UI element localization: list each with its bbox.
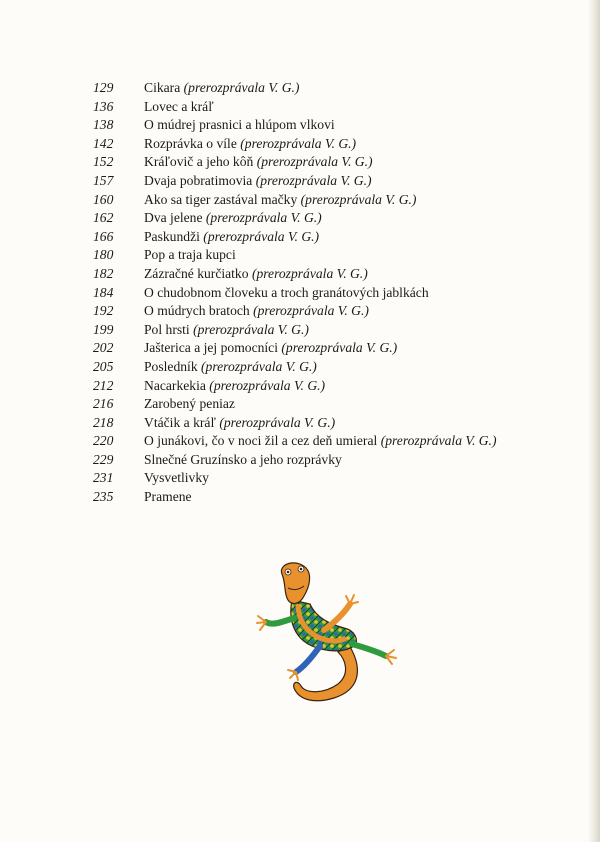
- toc-entry: [144, 339, 563, 358]
- toc-page-number: 205: [93, 358, 114, 374]
- toc-row: [93, 339, 563, 358]
- page-edge: [588, 0, 600, 842]
- toc-page-number: 231: [93, 470, 114, 486]
- toc-credit: (prerozprávala V. G.): [219, 414, 336, 430]
- toc-row: [93, 377, 563, 396]
- toc-page-number: 184: [93, 284, 114, 300]
- toc-title: Slnečné Gruzínsko a jeho rozprávky: [144, 451, 342, 467]
- toc-title: Paskundži: [144, 228, 200, 244]
- toc-title: Zázračné kurčiatko: [144, 265, 249, 281]
- toc-title: O múdrej prasnici a hlúpom vlkovi: [144, 117, 335, 133]
- toc-credit: (prerozprávala V. G.): [251, 265, 368, 281]
- toc-row: [93, 172, 563, 191]
- toc-title: Posledník: [144, 358, 198, 374]
- toc-entry: [144, 284, 563, 303]
- toc-title: O chudobnom človeku a troch granátových jablkách: [144, 284, 429, 300]
- toc-credit: (prerozprávala V. G.): [240, 135, 357, 151]
- toc-row: [93, 79, 563, 98]
- toc-credit: (prerozprávala V. G.): [203, 228, 320, 244]
- toc-row: [93, 116, 563, 135]
- toc-row: [93, 414, 563, 433]
- toc-entry: [144, 469, 563, 488]
- toc-entry: [144, 358, 563, 377]
- lizard-illustration-icon: [254, 560, 404, 720]
- toc-entry: [144, 321, 563, 340]
- toc-page-number: 152: [93, 154, 114, 170]
- toc-row: [93, 488, 563, 507]
- toc-credit: (prerozprávala V. G.): [281, 340, 398, 356]
- toc-page-number: 157: [93, 172, 114, 188]
- toc-entry: [144, 302, 563, 321]
- toc-row: [93, 451, 563, 470]
- toc-title: Rozprávka o víle: [144, 135, 237, 151]
- toc-credit: (prerozprávala V. G.): [255, 172, 372, 188]
- toc-entry: [144, 451, 563, 470]
- toc-row: [93, 135, 563, 154]
- toc-credit: (prerozprávala V. G.): [205, 210, 322, 226]
- toc-entry: [144, 172, 563, 191]
- toc-page-number: 235: [93, 489, 114, 505]
- toc-title: Dva jelene: [144, 210, 203, 226]
- toc-row: [93, 191, 563, 210]
- toc-row: [93, 321, 563, 340]
- toc-entry: [144, 395, 563, 414]
- toc-page-number: 218: [93, 414, 114, 430]
- toc-entry: [144, 228, 563, 247]
- toc-page-number: 199: [93, 321, 114, 337]
- toc-credit: (prerozprávala V. G.): [193, 321, 309, 337]
- toc-row: [93, 153, 563, 172]
- toc-credit: (prerozprávala V. G.): [201, 358, 317, 374]
- toc-row: [93, 209, 563, 228]
- toc-page-number: 216: [93, 396, 114, 412]
- toc-row: [93, 302, 563, 321]
- toc-row: [93, 284, 563, 303]
- toc-title: O múdrych bratoch: [144, 303, 250, 319]
- toc-page-number: 138: [93, 117, 114, 133]
- toc-entry: [144, 98, 563, 117]
- toc-entry: [144, 79, 563, 98]
- table-of-contents: [93, 79, 563, 507]
- toc-credit: (prerozprávala V. G.): [380, 433, 497, 449]
- toc-row: [93, 358, 563, 377]
- toc-page-number: 160: [93, 191, 114, 207]
- toc-title: Lovec a kráľ: [144, 98, 214, 114]
- toc-title: Pol hrsti: [144, 321, 190, 337]
- toc-title: Vysvetlivky: [144, 470, 209, 486]
- toc-entry: [144, 432, 563, 451]
- toc-credit: (prerozprávala V. G.): [300, 191, 417, 207]
- toc-title: O junákovi, čo v noci žil a cez deň umieral: [144, 433, 378, 449]
- toc-title: Zarobený peniaz: [144, 396, 235, 412]
- toc-page-number: 129: [93, 80, 114, 95]
- toc-page-number: 180: [93, 247, 114, 263]
- toc-title: Dvaja pobratimovia: [144, 172, 253, 188]
- toc-entry: [144, 246, 563, 265]
- toc-title: Ako sa tiger zastával mačky: [144, 191, 298, 207]
- toc-title: Nacarkekia: [144, 377, 206, 393]
- toc-page-number: 142: [93, 135, 114, 151]
- toc-title: Cikara: [144, 80, 181, 95]
- toc-page-number: 212: [93, 377, 114, 393]
- toc-title: Kráľovič a jeho kôň: [144, 154, 254, 170]
- toc-page-number: 229: [93, 451, 114, 467]
- toc-title: Pramene: [144, 489, 192, 505]
- toc-page-number: 192: [93, 303, 114, 319]
- toc-title: Vtáčik a kráľ: [144, 414, 216, 430]
- toc-page-number: 182: [93, 265, 114, 281]
- toc-entry: [144, 414, 563, 433]
- toc-page-number: 202: [93, 340, 114, 356]
- toc-entry: [144, 209, 563, 228]
- toc-row: [93, 432, 563, 451]
- toc-row: [93, 98, 563, 117]
- toc-page-number: 162: [93, 210, 114, 226]
- toc-credit: (prerozprávala V. G.): [256, 154, 373, 170]
- toc-page-number: 136: [93, 98, 114, 114]
- toc-row: [93, 469, 563, 488]
- toc-title: Pop a traja kupci: [144, 247, 236, 263]
- toc-entry: [144, 135, 563, 154]
- toc-entry: [144, 377, 563, 396]
- toc-title: Jašterica a jej pomocníci: [144, 340, 278, 356]
- toc-entry: [144, 116, 563, 135]
- toc-credit: (prerozprávala V. G.): [183, 80, 300, 95]
- toc-page-number: 220: [93, 433, 114, 449]
- toc-row: [93, 265, 563, 284]
- toc-entry: [144, 153, 563, 172]
- toc-entry: [144, 191, 563, 210]
- toc-row: [93, 395, 563, 414]
- toc-page-number: 166: [93, 228, 114, 244]
- toc-row: [93, 246, 563, 265]
- toc-entry: [144, 488, 563, 507]
- toc-row: [93, 228, 563, 247]
- toc-entry: [144, 265, 563, 284]
- toc-credit: (prerozprávala V. G.): [209, 377, 326, 393]
- toc-credit: (prerozprávala V. G.): [253, 303, 369, 319]
